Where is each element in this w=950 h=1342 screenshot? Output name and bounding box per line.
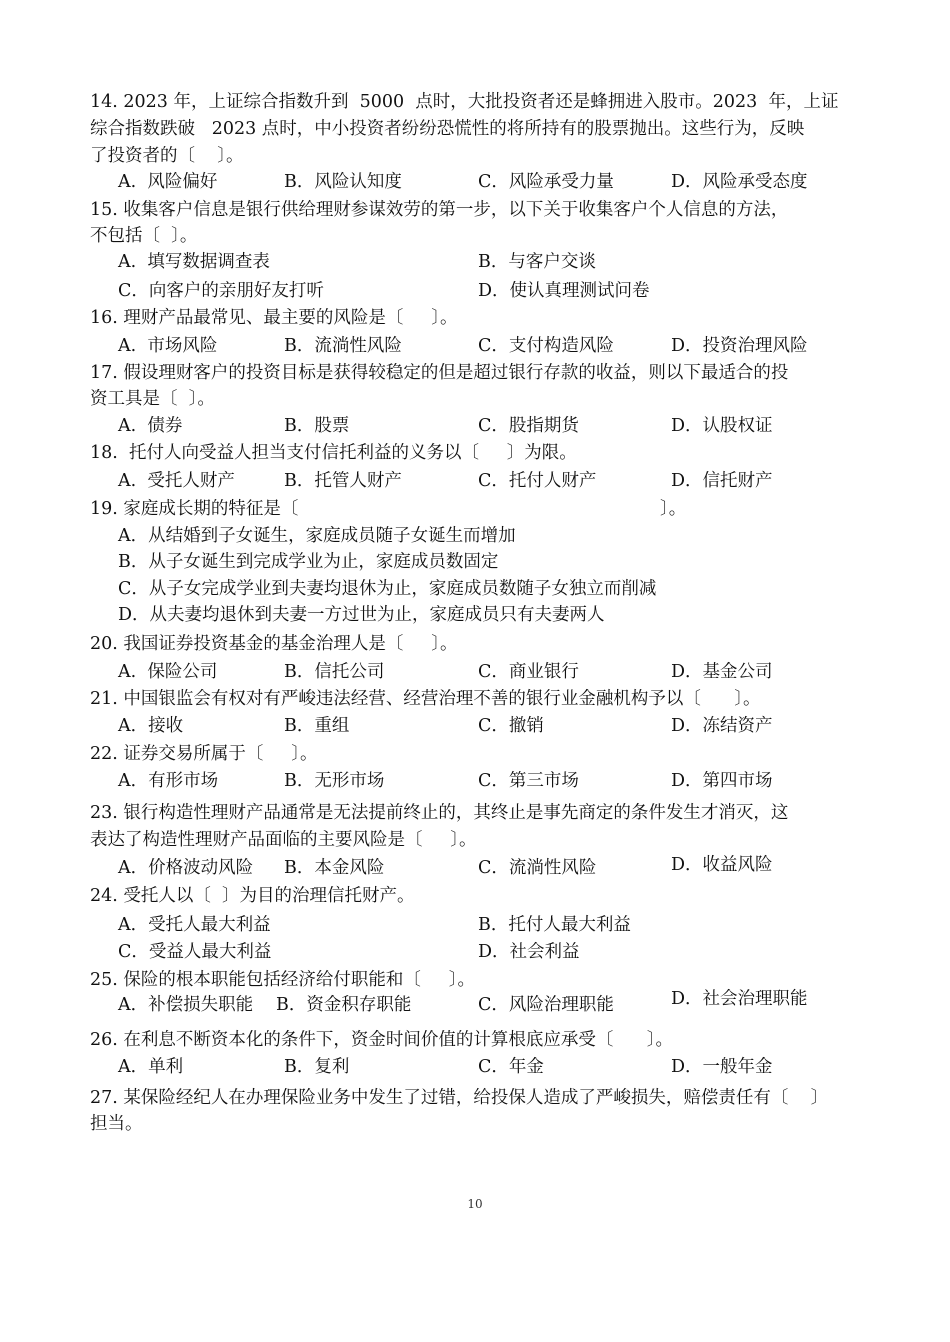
question-24-option-d: D．社会利益 — [478, 942, 580, 962]
question-19-option-a: A．从结婚到子女诞生，家庭成员随子女诞生而增加 — [118, 526, 516, 546]
question-24-line-1: 24. 受托人以〔 〕为目的治理信托财产。 — [90, 886, 415, 906]
question-25-line-1: 25. 保险的根本职能包括经济给付职能和〔 〕。 — [90, 970, 475, 990]
question-23-line-2: 表达了构造性理财产品面临的主要风险是〔 〕。 — [90, 830, 477, 850]
question-25-option-b: B．资金积存职能 — [276, 995, 412, 1015]
question-21-option-d: D．冻结资产 — [671, 716, 773, 736]
question-24-option-c: C．受益人最大利益 — [118, 942, 272, 962]
question-23-option-b: B．本金风险 — [284, 858, 385, 878]
question-17-option-b: B．股票 — [284, 416, 350, 436]
question-22-option-a: A．有形市场 — [118, 771, 219, 791]
page-number: 10 — [467, 1197, 483, 1211]
question-19-option-c: C．从子女完成学业到夫妻均退休为止，家庭成员数随子女独立而削减 — [118, 579, 657, 599]
question-23-option-a: A．价格波动风险 — [118, 858, 254, 878]
question-18-option-c: C．托付人财产 — [478, 471, 597, 491]
question-23-option-c: C．流淌性风险 — [478, 858, 597, 878]
question-22-option-c: C．第三市场 — [478, 771, 579, 791]
question-17-line-1: 17. 假设理财客户的投资目标是获得较稳定的但是超过银行存款的收益，则以下最适合的投 — [90, 363, 789, 383]
question-21-option-b: B．重组 — [284, 716, 350, 736]
question-16-option-b: B．流淌性风险 — [284, 336, 402, 356]
question-21-line-1: 21. 中国银监会有权对有严峻违法经营、经营治理不善的银行业金融机构予以〔 〕。 — [90, 689, 761, 709]
question-15-option-b: B．与客户交谈 — [478, 252, 596, 272]
question-14-option-c: C．风险承受力量 — [478, 172, 614, 192]
question-15-option-c: C．向客户的亲朋好友打听 — [118, 281, 324, 301]
question-23-line-1: 23. 银行构造性理财产品通常是无法提前终止的，其终止是事先商定的条件发生才消灭，这 — [90, 803, 789, 823]
question-16-option-c: C．支付构造风险 — [478, 336, 614, 356]
question-19-line-1: 19. 家庭成长期的特征是〔 〕。 — [90, 499, 687, 519]
question-17-option-c: C．股指期货 — [478, 416, 579, 436]
question-15-line-2: 不包括〔 〕。 — [90, 226, 198, 246]
question-23-option-d: D．收益风险 — [671, 855, 773, 875]
question-18-option-a: A. 受托人财产 — [118, 471, 235, 491]
question-22-line-1: 22. 证券交易所属于〔 〕。 — [90, 744, 318, 764]
question-27-line-2: 担当。 — [90, 1114, 143, 1134]
question-20-option-d: D．基金公司 — [671, 662, 773, 682]
question-15-option-d: D．使认真理测试问卷 — [478, 281, 650, 301]
question-14-line-3: 了投资者的〔 〕。 — [90, 146, 244, 166]
question-19-option-d: D．从夫妻均退休到夫妻一方过世为止，家庭成员只有夫妻两人 — [118, 605, 605, 625]
question-26-option-d: D．一般年金 — [671, 1057, 773, 1077]
question-24-option-b: B．托付人最大利益 — [478, 915, 631, 935]
question-18-option-b: B．托管人财产 — [284, 471, 402, 491]
question-16-line-1: 16. 理财产品最常见、最主要的风险是〔 〕。 — [90, 308, 458, 328]
question-27-line-1: 27. 某保险经纪人在办理保险业务中发生了过错，给投保人造成了严峻损失，赔偿责任有〔 〕 — [90, 1088, 829, 1108]
question-16-option-d: D．投资治理风险 — [671, 336, 808, 356]
question-21-option-a: A．接收 — [118, 716, 184, 736]
question-26-line-1: 26. 在利息不断资本化的条件下，资金时间价值的计算根底应承受〔 〕。 — [90, 1030, 674, 1050]
question-14-option-d: D．风险承受态度 — [671, 172, 808, 192]
question-20-option-c: C．商业银行 — [478, 662, 579, 682]
question-20-option-a: A. 保险公司 — [118, 662, 218, 682]
question-26-option-b: B．复利 — [284, 1057, 350, 1077]
question-20-option-b: B．信托公司 — [284, 662, 385, 682]
question-14-line-1: 14. 2023 年，上证综合指数升到 5000 点时，大批投资者还是蜂拥进入股市。2023 年，上证 — [90, 92, 839, 112]
question-14-option-b: B．风险认知度 — [284, 172, 402, 192]
question-20-line-1: 20. 我国证券投资基金的基金治理人是〔 〕。 — [90, 634, 458, 654]
question-15-line-1: 15. 收集客户信息是银行供给理财参谋效劳的第一步，以下关于收集客户个人信息的方法， — [90, 200, 789, 220]
question-17-line-2: 资工具是〔 〕。 — [90, 389, 215, 409]
question-22-option-d: D．第四市场 — [671, 771, 773, 791]
question-21-option-c: C．撤销 — [478, 716, 544, 736]
question-14-option-a: A. 风险偏好 — [118, 172, 218, 192]
question-15-option-a: A. 填写数据调查表 — [118, 252, 270, 272]
question-18-line-1: 18. 托付人向受益人担当支付信托利益的义务以〔 〕为限。 — [90, 443, 577, 463]
question-25-option-d: D．社会治理职能 — [671, 989, 808, 1009]
question-17-option-a: A. 债券 — [118, 416, 183, 436]
question-22-option-b: B．无形市场 — [284, 771, 385, 791]
question-14-line-2: 综合指数跌破 2023 点时，中小投资者纷纷恐慌性的将所持有的股票抛出。这些行为，反映 — [90, 119, 805, 139]
question-24-option-a: A．受托人最大利益 — [118, 915, 271, 935]
question-16-option-a: A. 市场风险 — [118, 336, 218, 356]
question-18-option-d: D．信托财产 — [671, 471, 773, 491]
question-26-option-a: A．单利 — [118, 1057, 184, 1077]
question-17-option-d: D．认股权证 — [671, 416, 773, 436]
question-26-option-c: C．年金 — [478, 1057, 544, 1077]
question-19-option-b: B．从子女诞生到完成学业为止，家庭成员数固定 — [118, 552, 499, 572]
question-25-option-c: C．风险治理职能 — [478, 995, 614, 1015]
question-25-option-a: A．补偿损失职能 — [118, 995, 254, 1015]
